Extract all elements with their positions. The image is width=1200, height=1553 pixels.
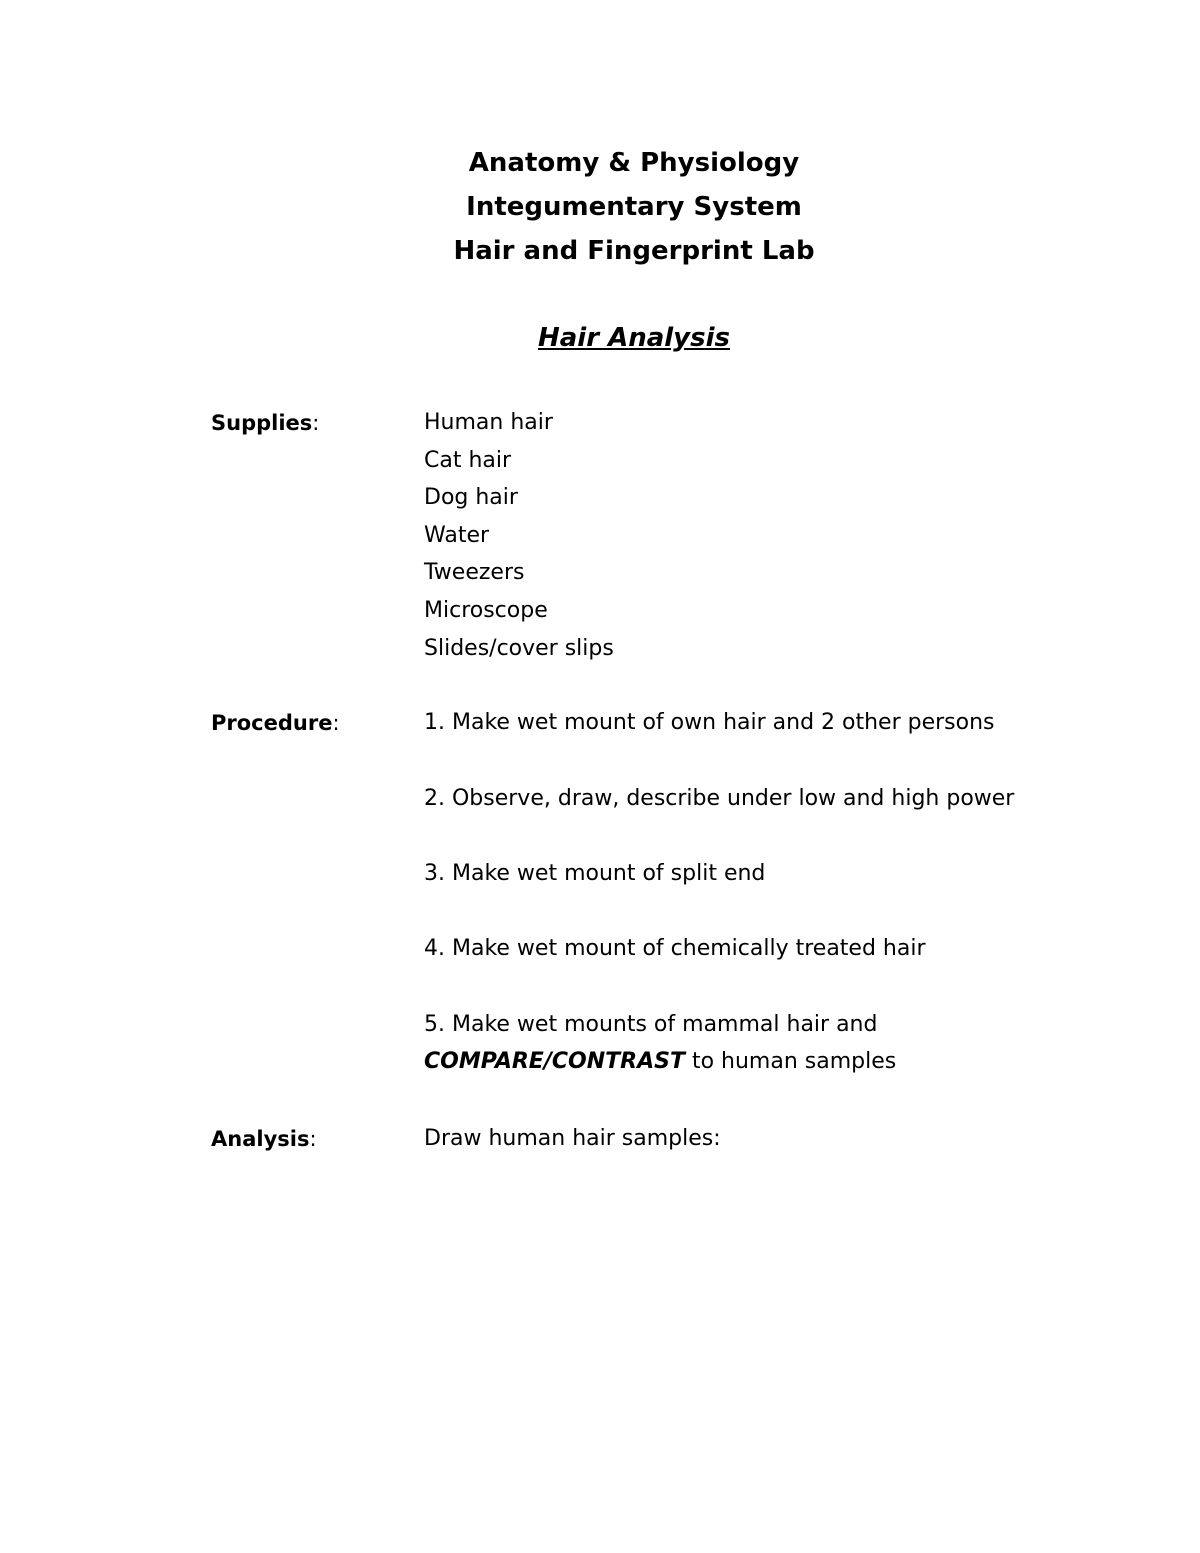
lab-title: Hair and Fingerprint Lab bbox=[453, 236, 815, 266]
procedure-step-5-line1: 5. Make wet mounts of mammal hair and bbox=[424, 1012, 878, 1037]
course-title: Anatomy & Physiology bbox=[468, 148, 800, 178]
supply-item: Cat hair bbox=[424, 447, 512, 473]
analysis-label-text: Analysis bbox=[211, 1127, 310, 1151]
supplies-label bbox=[211, 408, 319, 438]
procedure-step-2: 2. Observe, draw, describe under low and high power bbox=[424, 786, 1015, 811]
procedure-step-3: 3. Make wet mount of split end bbox=[424, 861, 766, 886]
unit-title: Integumentary System bbox=[466, 192, 802, 222]
analysis-text: Draw human hair samples: bbox=[424, 1126, 721, 1151]
procedure-step-1: 1. Make wet mount of own hair and 2 other persons bbox=[424, 710, 995, 735]
procedure-label bbox=[211, 708, 340, 738]
document-header bbox=[0, 141, 1200, 273]
analysis-label bbox=[211, 1124, 317, 1154]
procedure-step-5 bbox=[424, 1006, 896, 1080]
supply-item: Human hair bbox=[424, 410, 553, 435]
supply-item: Microscope bbox=[424, 597, 548, 623]
supply-item: Slides/cover slips bbox=[424, 635, 614, 661]
procedure-step-4: 4. Make wet mount of chemically treated hair bbox=[424, 936, 926, 961]
supplies-label-text: Supplies bbox=[211, 411, 313, 435]
procedure-step-5-line2 bbox=[424, 1043, 896, 1080]
supplies-colon: : bbox=[312, 411, 320, 435]
analysis-colon: : bbox=[309, 1127, 317, 1151]
procedure-step-5-rest: to human samples bbox=[684, 1049, 897, 1074]
supply-item: Dog hair bbox=[424, 485, 518, 511]
section-title: Hair Analysis bbox=[538, 323, 730, 353]
compare-contrast-emphasis: COMPARE/CONTRAST bbox=[424, 1049, 685, 1074]
procedure-colon: : bbox=[332, 711, 340, 735]
supply-item: Tweezers bbox=[424, 560, 525, 586]
supply-item: Water bbox=[424, 522, 490, 548]
supplies-list bbox=[424, 404, 614, 667]
procedure-label-text: Procedure bbox=[211, 711, 333, 735]
